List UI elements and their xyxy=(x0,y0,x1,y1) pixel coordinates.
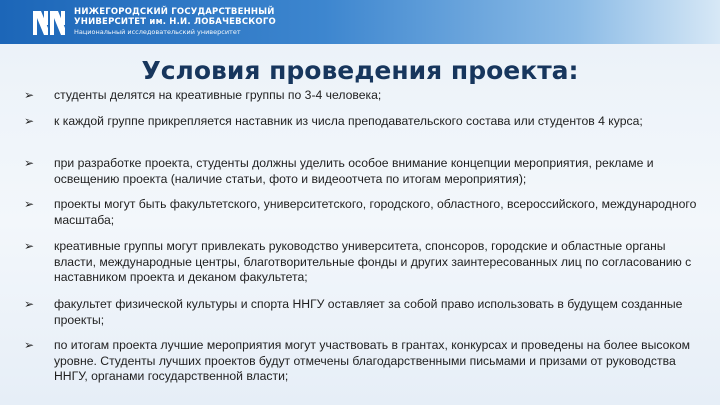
arrow-bullet-icon: ➢ xyxy=(24,88,35,102)
arrow-bullet-icon: ➢ xyxy=(24,297,35,311)
university-name xyxy=(74,7,276,37)
list-item-text: студенты делятся на креативные группы по 3-4 человека; xyxy=(54,88,382,102)
list-item-text: креативные группы могут привлекать руководство университета, спонсоров, городские и областные органы власти, международные центры, благотворительные фонды и других заинтересованных лиц по согласованию с наставником проекта и деканом факультета; xyxy=(54,239,692,284)
arrow-bullet-icon: ➢ xyxy=(24,338,35,352)
arrow-bullet-icon: ➢ xyxy=(24,156,35,170)
arrow-bullet-icon: ➢ xyxy=(24,197,35,211)
page-title: Условия проведения проекта: xyxy=(141,56,579,85)
list-item-text: по итогам проекта лучшие мероприятия могут участвовать в грантах, конкурсах и проведены на более высоком уровне. Студенты лучших проектов будут отмечены благодарственными письмами и призами от руководства ННГУ, органами государственной власти; xyxy=(54,338,691,383)
arrow-bullet-icon: ➢ xyxy=(24,239,35,253)
list-item-text: при разработке проекта, студенты должны уделить особое внимание концепции мероприятия, рекламе и освещению проекта (наличие статьи, фото и видеоотчета по итогам мероприятия); xyxy=(54,156,654,186)
university-name-line2: УНИВЕРСИТЕТ им. Н.И. ЛОБАЧЕВСКОГО xyxy=(74,17,276,27)
list-item-text: к каждой группе прикрепляется наставник из числа преподавательского состава или студентов 4 курса; xyxy=(54,114,643,128)
list-item-text: проекты могут быть факультетского, университетского, городского, областного, всероссийского, международного масштаба; xyxy=(54,197,697,227)
nngu-logo-icon xyxy=(32,8,66,38)
arrow-bullet-icon: ➢ xyxy=(24,114,35,128)
list-item-text: факультет физической культуры и спорта ННГУ оставляет за собой право использовать в будущем созданные проекты; xyxy=(54,297,683,327)
university-name-line1: НИЖЕГОРОДСКИЙ ГОСУДАРСТВЕННЫЙ xyxy=(74,7,275,17)
university-subtitle: Национальный исследовательский университет xyxy=(74,28,241,36)
